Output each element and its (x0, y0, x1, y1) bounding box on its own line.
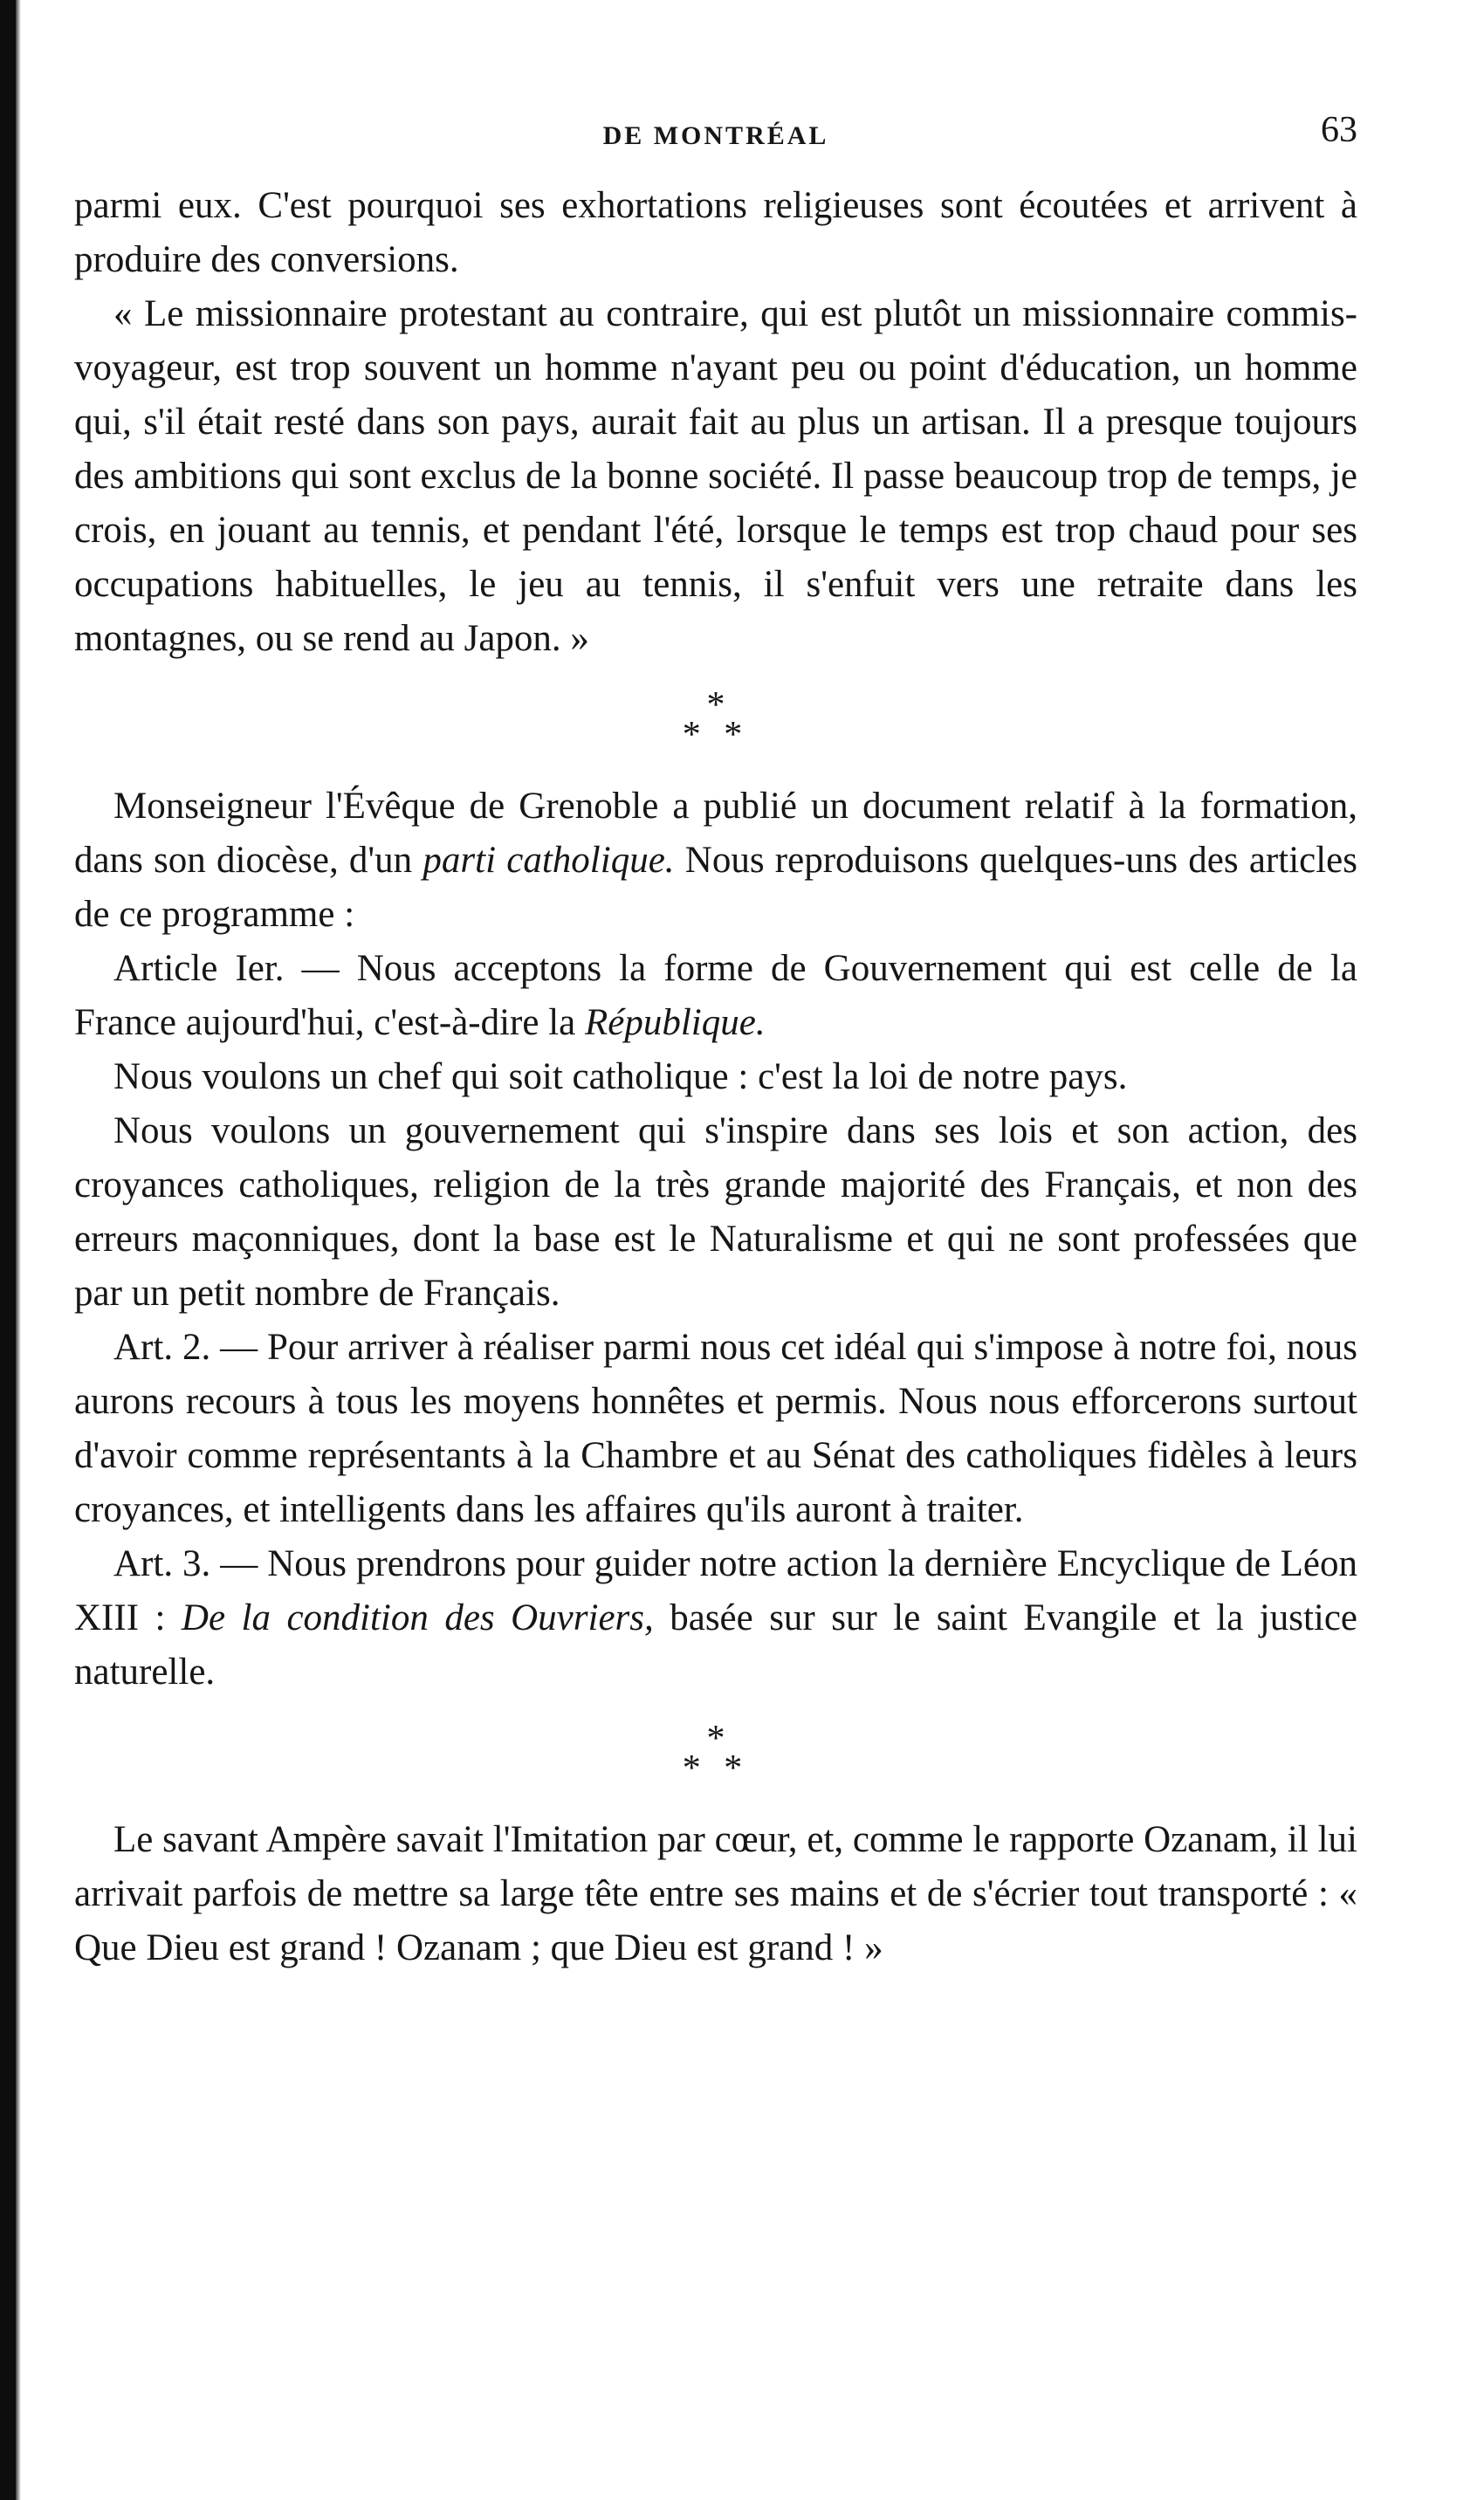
asterism-top: * (706, 685, 725, 725)
asterism-bottom: * * (682, 715, 750, 755)
article-1-text: Article Ier. — Nous acceptons la forme de Gouvernement qui est celle de la France aujourd'hui, c'est-à-dire la (74, 948, 1357, 1043)
page-number: 63 (1321, 110, 1357, 150)
eveque-text-start: Monseigneur l'Évêque de Grenoble a publié un document relatif à la formation, dans son diocèse, d'un (74, 786, 1357, 881)
paragraph-article-2: Art. 2. — Pour arriver à réaliser parmi nous cet idéal qui s'impose à notre foi, nous aurons recours à tous les moyens honnêtes et permis. Nous nous efforcerons surtout d'avoir comme représentants à la Chambre et au Sénat des catholiques fidèles à leurs croyances, et intelligents dans les affaires qu'ils auront à traiter. (74, 1327, 1357, 1530)
paragraph-missionnaire-protestant: « Le missionnaire protestant au contraire, qui est plutôt un missionnaire commis-voyageur, est trop souvent un homme n'ayant peu ou point d'éducation, un homme qui, s'il était resté dans son pays, aurait fait au plus un artisan. Il a presque toujours des ambitions qui sont exclus de la bonne société. Il passe beaucoup trop de temps, je crois, en jouant au tennis, et pendant l'été, lorsque le temps est trop chaud pour ses occupations habituelles, le jeu au tennis, il s'enfuit vers une retraite dans les montagnes, ou se rend au Japon. » (74, 293, 1357, 659)
paragraph-exhortations: parmi eux. C'est pourquoi ses exhortations religieuses sont écoutées et arrivent à produire des conversions. (74, 185, 1357, 280)
paragraph-article-1 (74, 942, 1357, 1050)
page-header (74, 109, 1357, 179)
eveque-text-end: Nous reproduisons quelques-uns des articles de ce programme : (74, 840, 1357, 935)
paragraph-chef-catholique: Nous voulons un chef qui soit catholique : c'est la loi de notre pays. (113, 1056, 1128, 1097)
asterism-separator-1 (74, 685, 1357, 755)
book-spine-shadow (0, 0, 16, 2500)
page-body (74, 179, 1357, 1975)
paragraph-eveque-grenoble (74, 780, 1357, 942)
paragraph-ampere: Le savant Ampère savait l'Imitation par cœur, et, comme le rapporte Ozanam, il lui arrivait parfois de mettre sa large tête entre ses mains et de s'écrier tout transporté : « Que Dieu est grand ! Ozanam ; que Dieu est grand ! » (74, 1819, 1357, 1968)
encyclique-title-italic: De la condition des Ouvriers, (181, 1597, 654, 1638)
article-3-text-start: Art. 3. — Nous prendrons pour guider notre action la dernière Encyclique de Léon XIII : (74, 1543, 1357, 1638)
republique-italic: République. (585, 1002, 766, 1043)
article-3-text-end: basée sur sur le saint Evangile et la justice naturelle. (74, 1597, 1358, 1693)
asterism-bottom-2: * * (682, 1748, 750, 1789)
parti-catholique-italic: parti catholique. (423, 840, 675, 881)
asterism-separator-2 (74, 1719, 1357, 1789)
running-title: DE MONTRÉAL (602, 121, 829, 150)
paragraph-article-3 (74, 1537, 1357, 1700)
paragraph-gouvernement: Nous voulons un gouvernement qui s'inspire dans ses lois et son action, des croyances catholiques, religion de la très grande majorité des Français, et non des erreurs maçonniques, dont la base est le Naturalisme et qui ne sont professées que par un petit nombre de Français. (74, 1110, 1357, 1314)
asterism-top-2: * (706, 1719, 725, 1759)
book-spine-edge (16, 0, 21, 2500)
book-page (74, 109, 1357, 1975)
